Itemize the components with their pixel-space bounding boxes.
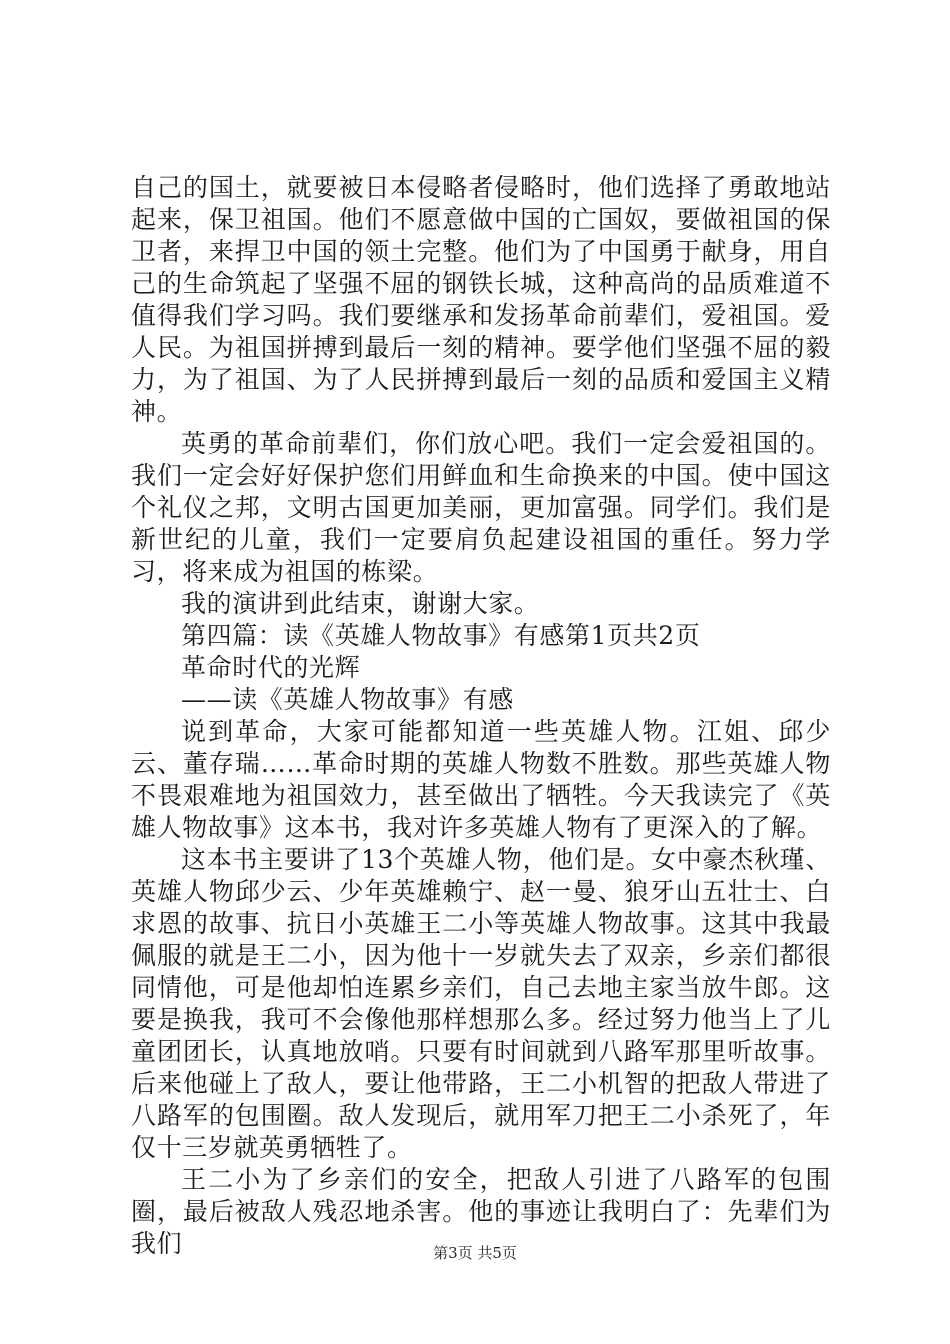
paragraph-continuation: 自己的国土，就要被日本侵略者侵略时，他们选择了勇敢地站起来，保卫祖国。他们不愿意做中国的亡国奴，要做祖国的保卫者，来捍卫中国的领土完整。他们为了中国勇于献身，用自己的生命筑起了坚强不屈的钢铁长城，这种高尚的品质难道不值得我们学习吗。我们要继承和发扬革命前辈们，爱祖国。爱人民。为祖国拼搏到最后一刻的精神。要学他们坚强不屈的毅力，为了祖国、为了人民拼搏到最后一刻的品质和爱国主义精神。 [131, 173, 831, 426]
paragraph-speech-ending: 我的演讲到此结束，谢谢大家。 [181, 589, 540, 618]
section-heading: 第四篇：读《英雄人物故事》有感第1页共2页 [181, 621, 701, 650]
essay-title: 革命时代的光辉 [181, 653, 361, 682]
essay-subtitle: ——读《英雄人物故事》有感 [181, 685, 514, 714]
page-footer: 第3页 共5页 [433, 1244, 517, 1262]
document-body [131, 172, 831, 1260]
paragraph-wang-erxiao: 王二小为了乡亲们的安全，把敌人引进了八路军的包围圈，最后被敌人残忍地杀害。他的事迹让我明白了：先辈们为我们 [131, 1165, 831, 1258]
paragraph-intro: 说到革命，大家可能都知道一些英雄人物。江姐、邱少云、董存瑞……革命时期的英雄人物数不胜数。那些英雄人物不畏艰难地为祖国效力，甚至做出了牺牲。今天我读完了《英雄人物故事》这本书，我对许多英雄人物有了更深入的了解。 [131, 717, 831, 842]
paragraph-revolutionary-elders: 英勇的革命前辈们，你们放心吧。我们一定会爱祖国的。我们一定会好好保护您们用鲜血和生命换来的中国。使中国这个礼仪之邦，文明古国更加美丽，更加富强。同学们。我们是新世纪的儿童，我们一定要肩负起建设祖国的重任。努力学习，将来成为祖国的栋梁。 [131, 429, 831, 586]
paragraph-book-summary: 这本书主要讲了13个英雄人物，他们是。女中豪杰秋瑾、英雄人物邱少云、少年英雄赖宁、赵一曼、狼牙山五壮士、白求恩的故事、抗日小英雄王二小等英雄人物故事。这其中我最佩服的就是王二小，因为他十一岁就失去了双亲，乡亲们都很同情他，可是他却怕连累乡亲们，自己去地主家当放牛郎。这要是换我，我可不会像他那样想那么多。经过努力他当上了儿童团团长，认真地放哨。只要有时间就到八路军那里听故事。后来他碰上了敌人，要让他带路，王二小机智的把敌人带进了八路军的包围圈。敌人发现后，就用军刀把王二小杀死了，年仅十三岁就英勇牺牲了。 [131, 845, 831, 1162]
